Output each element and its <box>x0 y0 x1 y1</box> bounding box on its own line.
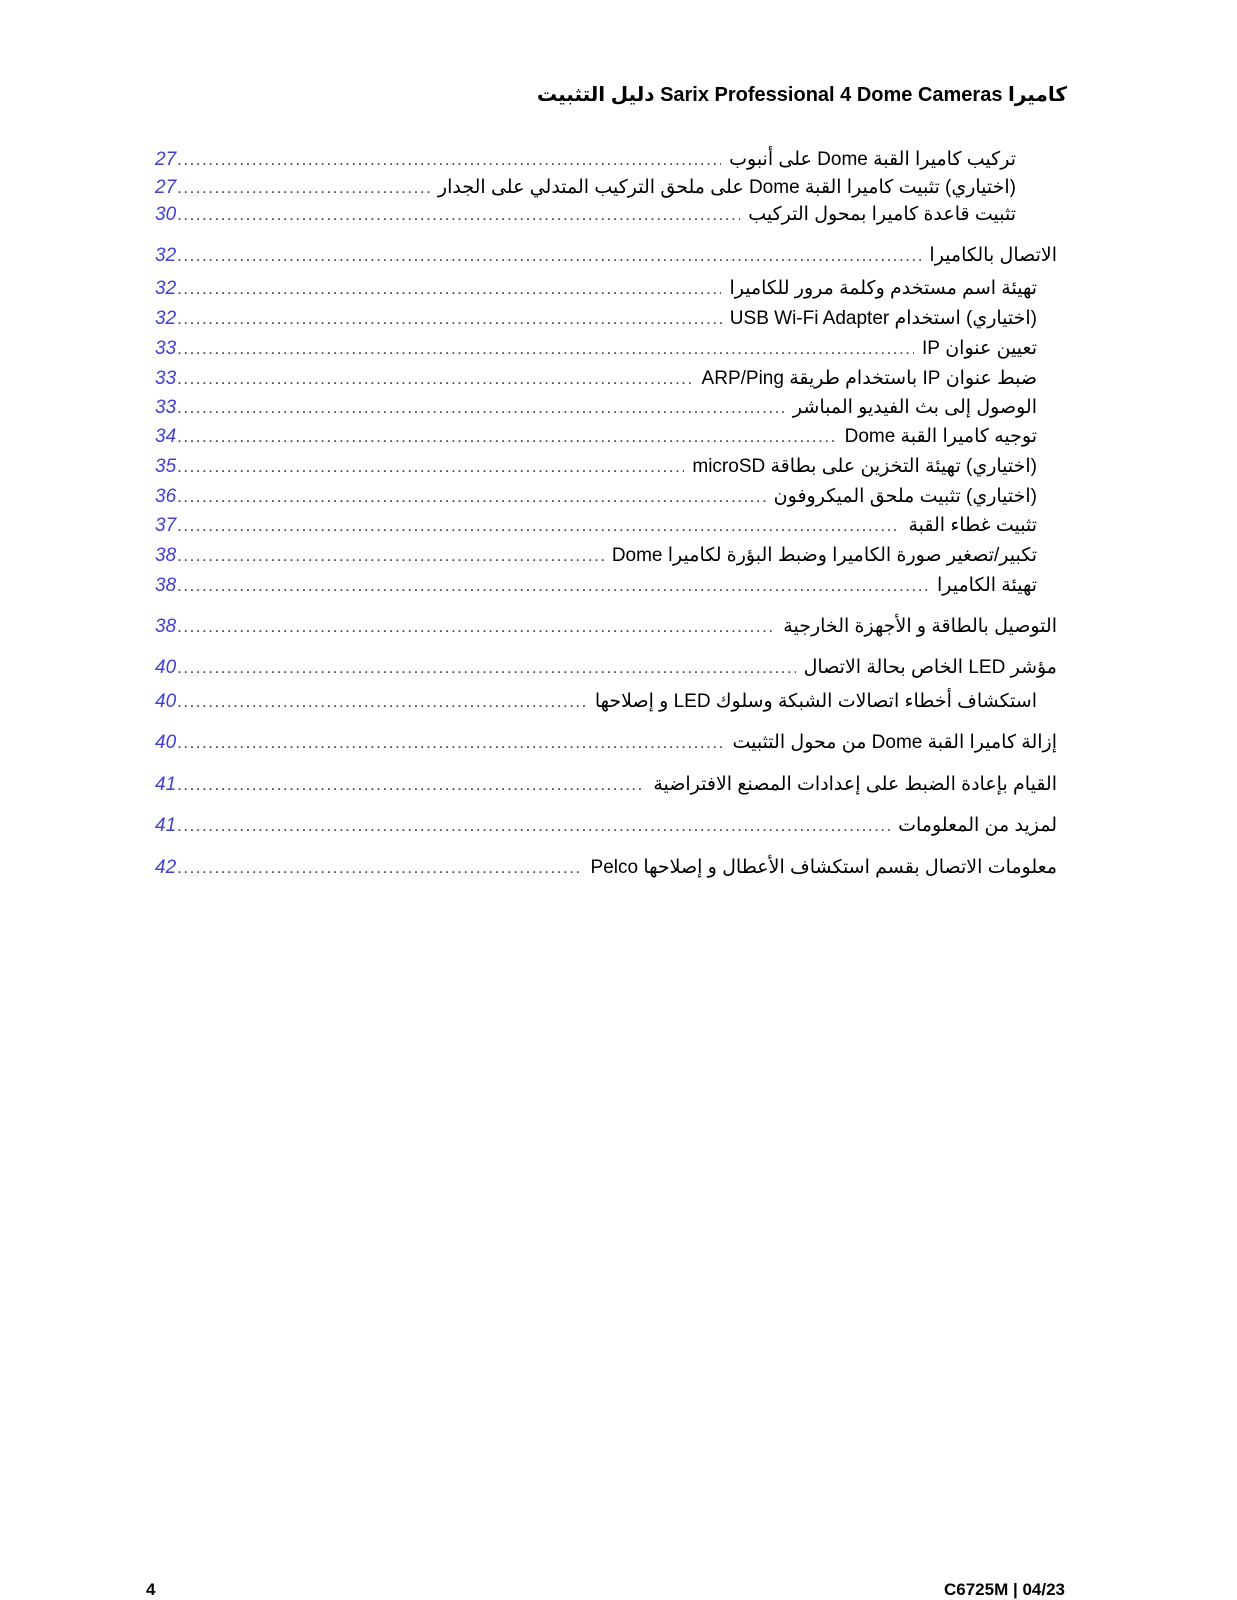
toc-page-number: 41 <box>155 774 177 795</box>
toc-leader-dots <box>177 487 766 507</box>
toc-entry-title: (اختياري) تثبيت كاميرا القبة Dome على ملحق التركيب المتدلي على الجدار <box>437 177 1016 198</box>
toc-entry[interactable] <box>155 337 1037 363</box>
toc-entry-title: ضبط عنوان IP باستخدام طريقة ARP/Ping <box>701 368 1037 389</box>
toc-page-number: 40 <box>155 691 177 712</box>
toc-page-number: 32 <box>155 245 177 266</box>
toc-entry[interactable] <box>155 856 1057 882</box>
toc-page-number: 32 <box>155 308 177 329</box>
toc-page-number: 33 <box>155 368 177 389</box>
toc-leader-dots <box>177 816 890 836</box>
toc-page-number: 27 <box>155 149 177 170</box>
toc-leader-dots <box>177 150 721 170</box>
toc-leader-dots <box>177 546 604 566</box>
toc-entry-title: تعيين عنوان IP <box>921 338 1037 359</box>
toc-entry-title: (اختياري) تهيئة التخزين على بطاقة microSD <box>692 456 1037 477</box>
toc-page-number: 27 <box>155 177 177 198</box>
toc-leader-dots <box>177 178 430 198</box>
toc-leader-dots <box>177 457 684 477</box>
toc-page-number: 30 <box>155 204 177 225</box>
toc-entry-title: تثبيت غطاء القبة <box>908 515 1037 536</box>
toc-page-number: 40 <box>155 657 177 678</box>
toc-leader-dots <box>177 733 724 753</box>
toc-leader-dots <box>177 516 900 536</box>
toc-entry[interactable] <box>155 814 1057 840</box>
toc-entry[interactable] <box>155 731 1057 757</box>
toc-leader-dots <box>177 858 582 878</box>
toc-page-number: 36 <box>155 486 177 507</box>
toc-page-number: 38 <box>155 616 177 637</box>
toc-entry-title: تهيئة الكاميرا <box>936 575 1037 596</box>
toc-leader-dots <box>177 427 836 447</box>
toc-leader-dots <box>177 775 645 795</box>
toc-entry[interactable] <box>155 656 1057 682</box>
toc-entry[interactable] <box>155 307 1037 333</box>
toc-page-number: 38 <box>155 575 177 596</box>
toc-leader-dots <box>177 617 775 637</box>
toc-entry[interactable] <box>155 367 1037 393</box>
toc-leader-dots <box>177 692 587 712</box>
toc-entry[interactable] <box>155 615 1057 641</box>
toc-entry-title: استكشاف أخطاء اتصالات الشبكة وسلوك LED و إصلاحها <box>594 691 1037 712</box>
toc-entry-title: تكبير/تصغير صورة الكاميرا وضبط البؤرة لكاميرا Dome <box>611 545 1037 566</box>
toc-entry-title: لمزيد من المعلومات <box>898 815 1057 836</box>
toc-entry-title: تركيب كاميرا القبة Dome على أنبوب <box>729 149 1016 170</box>
toc-entry-title: (اختياري) استخدام USB Wi-Fi Adapter <box>729 308 1037 329</box>
toc-page-number: 33 <box>155 397 177 418</box>
toc-entry[interactable] <box>155 396 1037 422</box>
toc-page-number: 41 <box>155 815 177 836</box>
toc-page-number: 40 <box>155 732 177 753</box>
toc-entry-title: معلومات الاتصال بقسم استكشاف الأعطال و إصلاحها Pelco <box>590 857 1057 878</box>
toc-entry-title: إزالة كاميرا القبة Dome من محول التثبيت <box>732 732 1057 753</box>
toc-leader-dots <box>177 205 740 225</box>
toc-entry-title: التوصيل بالطاقة و الأجهزة الخارجية <box>783 616 1057 637</box>
toc-leader-dots <box>177 279 721 299</box>
footer-doc-code: C6725M | 04/23 <box>943 1580 1065 1599</box>
toc-entry-title: توجيه كاميرا القبة Dome <box>844 426 1037 447</box>
toc-entry-title: الاتصال بالكاميرا <box>929 245 1057 266</box>
toc-entry[interactable] <box>155 176 1016 202</box>
toc-page-number: 42 <box>155 857 177 878</box>
toc-leader-dots <box>177 398 785 418</box>
toc-entry[interactable] <box>155 455 1037 481</box>
toc-entry-title: القيام بإعادة الضبط على إعدادات المصنع الافتراضية <box>653 774 1057 795</box>
toc-page-number: 32 <box>155 278 177 299</box>
toc-entry-title: تهيئة اسم مستخدم وكلمة مرور للكاميرا <box>729 278 1037 299</box>
toc-page-number: 38 <box>155 545 177 566</box>
toc-entry-title: (اختياري) تثبيت ملحق الميكروفون <box>773 486 1037 507</box>
toc-entry[interactable] <box>155 544 1037 570</box>
toc-entry[interactable] <box>155 277 1037 303</box>
toc-entry[interactable] <box>155 690 1037 716</box>
toc-entry-title: تثبيت قاعدة كاميرا بمحول التركيب <box>748 204 1016 225</box>
toc-entry[interactable] <box>155 485 1037 511</box>
toc-leader-dots <box>177 339 914 359</box>
toc-entry[interactable] <box>155 574 1037 600</box>
footer-page-number: 4 <box>146 1580 156 1599</box>
toc-entry[interactable] <box>155 148 1016 174</box>
table-of-contents <box>155 0 1082 900</box>
toc-entry-title: مؤشر LED الخاص بحالة الاتصال <box>803 657 1057 678</box>
toc-entry[interactable] <box>155 203 1016 229</box>
toc-page-number: 34 <box>155 426 177 447</box>
toc-entry[interactable] <box>155 425 1037 451</box>
toc-page-number: 35 <box>155 456 177 477</box>
toc-page-number: 37 <box>155 515 177 536</box>
toc-leader-dots <box>177 576 929 596</box>
toc-entry-title: الوصول إلى بث الفيديو المباشر <box>792 397 1037 418</box>
toc-leader-dots <box>177 369 693 389</box>
toc-leader-dots <box>177 658 795 678</box>
toc-page-number: 33 <box>155 338 177 359</box>
toc-leader-dots <box>177 309 722 329</box>
toc-entry[interactable] <box>155 514 1037 540</box>
toc-leader-dots <box>177 246 921 266</box>
page-header-title: كاميرا Sarix Professional 4 Dome Cameras دليل التثبيت <box>536 84 1067 106</box>
toc-entry[interactable] <box>155 773 1057 799</box>
toc-entry[interactable] <box>155 244 1057 270</box>
